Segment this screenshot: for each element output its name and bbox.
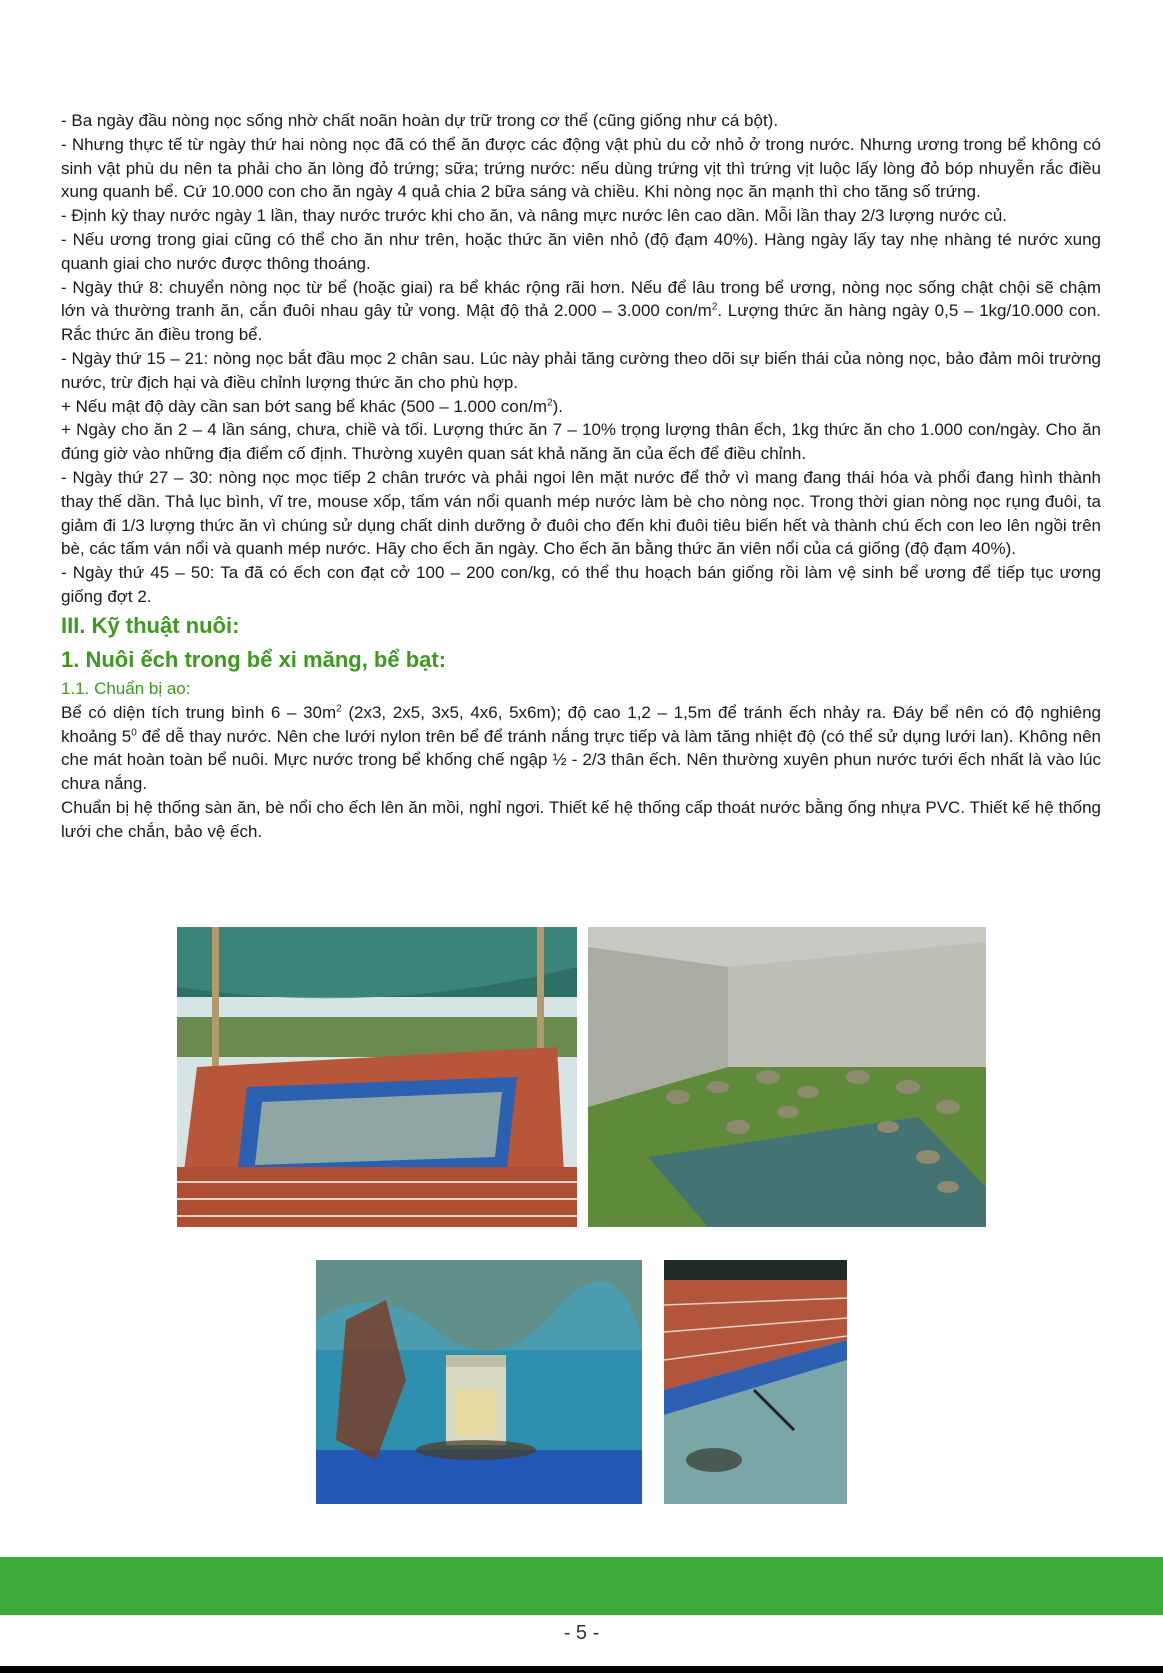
section-heading: III. Kỹ thuật nuôi: [61,612,240,638]
paragraph: - Định kỳ thay nước ngày 1 lần, thay nước trước khi cho ăn, và nâng mực nước lên cao dần. Mỗi lần thay 2/3 lượng nước củ. [61,206,1007,226]
text: + Nếu mật độ dày cần san bớt sang bể khác (500 – 1.000 con/m [61,396,548,416]
paragraph: + Ngày cho ăn 2 – 4 lần sáng, chưa, chiề và tối. Lượng thức ăn 7 – 10% trọng lượng thân ếch, 1kg thức ăn cho 1.000 con/ngày. Cho ăn đúng giờ vào những địa điểm cố định. Thường xuyên quan sát khả năng ăn của ếch để điều chỉnh. [61,420,1101,464]
paragraph: - Ngày thứ 27 – 30: nòng nọc mọc tiếp 2 chân trước và phải ngoi lên mặt nước để thở vì mang đang thái hóa và phổi đang hình thành thay thế dần. Thả lục bình, vĩ tre, mouse xốp, tấm ván nổi quanh mép nước làm bè cho nòng nọc. Trong thời gian nòng nọc rụng đuôi, ta giảm đi 1/3 lượng thức ăn vì chúng sử dụng chất dinh dưỡng ở đuôi cho đến khi đuôi tiêu biến hết và thành chú ếch con leo lên ngồi trên bè, các tấm ván nổi và quanh mép nước. Hãy cho ếch ăn ngày. Cho ếch ăn bằng thức ăn viên nổi của cá giống (độ đạm 40%). [61,467,1101,559]
text: . Lượng thức ăn hàng ngày 0,5 – 1kg/10.000 con. Rắc thức ăn điều trong bể. [61,301,1101,345]
subsection-heading: 1. Nuôi ếch trong bể xi măng, bể bạt: [61,646,447,672]
paragraph: - Ngày thứ 45 – 50: Ta đã có ếch con đạt cở 100 – 200 con/kg, có thể thu hoạch bán giống rồi làm vệ sinh bể ương để tiếp tục ương giống đợt 2. [61,563,1101,606]
paragraph [61,395,1101,419]
photo-tank-corner [664,1260,847,1504]
photo-concrete-tank-frogs [588,927,986,1227]
text: ). [552,396,563,416]
page-number: - 5 - [563,1622,600,1644]
photo-feeding-container [316,1260,642,1504]
body-text [61,109,1101,844]
paragraph: Chuẩn bị hệ thống sàn ăn, bè nổi cho ếch lên ăn mồi, nghỉ ngơi. Thiết kế hệ thống cấp thoát nước bằng ống nhựa PVC. Thiết kế hệ thống lưới che chắn, bảo vệ ếch. [61,797,1101,841]
paragraph: - Nhưng thực tế từ ngày thứ hai nòng nọc đã có thể ăn được các động vật phù du cở nhỏ ở trong nước. Nhưng ương trong bể không có sinh vật phù du nên ta phải cho ăn lòng đỏ trứng; sữa; trứng nước: nếu dùng trứng vịt thì trứng vịt luộc lấy lòng đỏ bóp nhuyễn rắc điều xung quanh bể. Cứ 10.000 con cho ăn ngày 4 quả chia 2 bữa sáng và chiều. Khi nòng nọc ăn mạnh thì cho tăng số trứng. [61,134,1101,202]
paragraph [61,276,1101,347]
text: để dễ thay nước. Nên che lưới nylon trên bể để tránh nắng trực tiếp và làm tăng nhiệt độ (có thể sử dụng lưới lan). Không nên che mát hoàn toàn bể nuôi. Mực nước trong bể khống chế ngập ½ - 2/3 thân ếch. Nên thường xuyên phun nước tưới ếch nhất là vào lúc chưa nắng. [61,726,1102,794]
text: (2x3, 2x5, 3x5, 4x6, 5x6m); độ cao 1,2 – 1,5m để tránh ếch nhảy ra. Đáy bể nên có độ nghiêng khoảng 5 [61,702,1102,746]
footer-band [0,1557,1163,1615]
subsubsection-heading: 1.1. Chuẩn bị ao: [61,678,191,698]
photo-brick-tank [177,927,577,1227]
paragraph [61,701,1101,796]
superscript: 2 [547,396,553,408]
bottom-edge [0,1666,1163,1673]
text: Bể có diện tích trung bình 6 – 30m [61,702,337,722]
paragraph: - Nếu ương trong giai cũng có thể cho ăn như trên, hoặc thức ăn viên nhỏ (độ đạm 40%). Hàng ngày lấy tay nhẹ nhàng té nước xung quanh giai cho nước được thông thoáng. [61,229,1101,273]
superscript: 2 [336,703,342,715]
superscript: 0 [131,726,137,738]
superscript: 2 [711,301,718,313]
paragraph: - Ba ngày đầu nòng nọc sống nhờ chất noãn hoàn dự trữ trong cơ thể (cũng giống như cá bột). [61,111,779,130]
paragraph: - Ngày thứ 15 – 21: nòng nọc bắt đầu mọc 2 chân sau. Lúc này phải tăng cường theo dõi sự biến thái của nòng nọc, bảo đảm môi trường nước, trừ địch hại và điều chỉnh lượng thức ăn cho phù hợp. [61,348,1101,392]
text: - Ngày thứ 8: chuyển nòng nọc từ bể (hoặc giai) ra bể khác rộng rãi hơn. Nếu để lâu trong bể ương, nòng nọc sống chật chội sẽ chậm lớn và thường tranh ăn, cắn đuôi nhau gây tử vong. Mật độ thả 2.000 – 3.000 con/m [61,277,1101,321]
